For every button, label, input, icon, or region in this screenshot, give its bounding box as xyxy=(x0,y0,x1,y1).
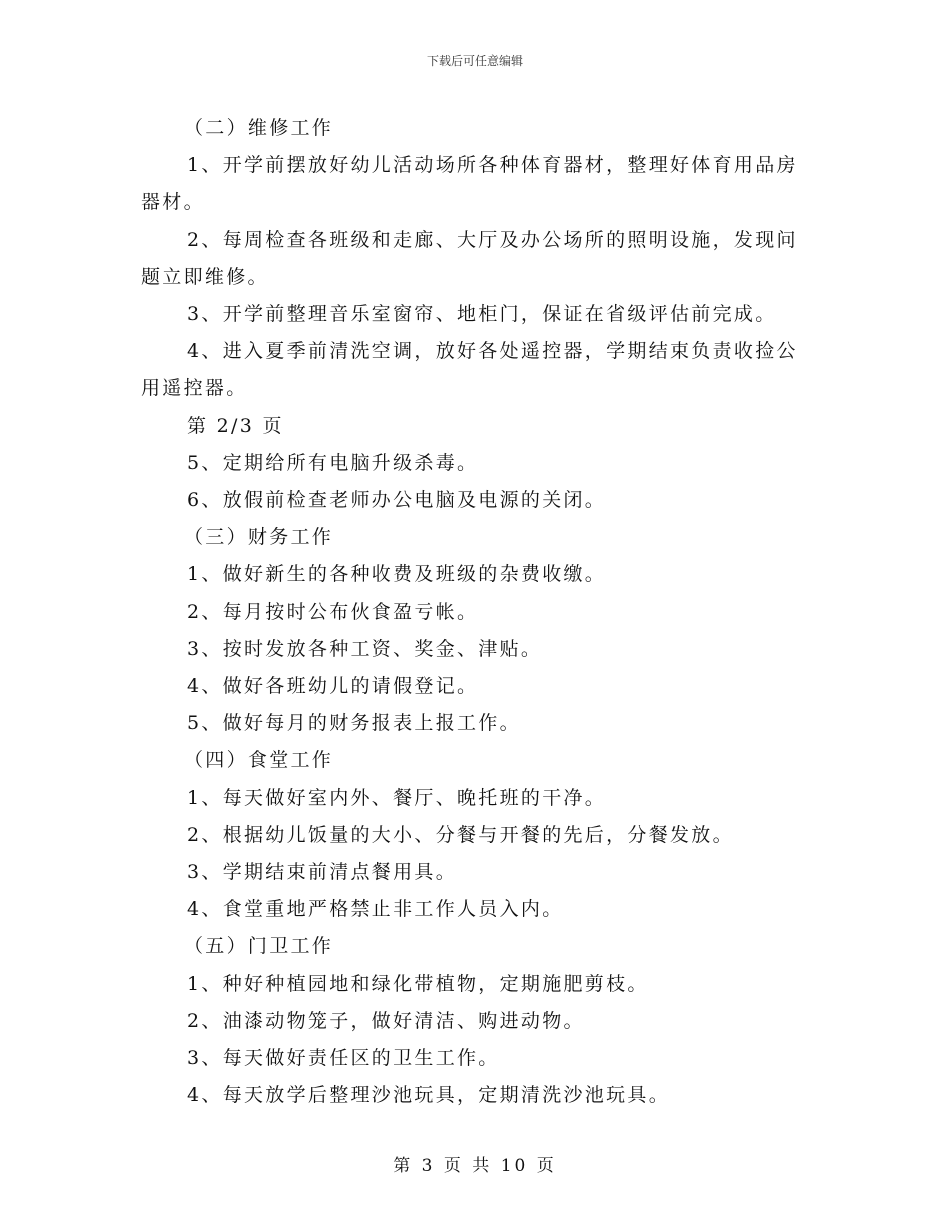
paragraph-line: 2、每月按时公布伙食盈亏帐。 xyxy=(187,600,479,623)
paragraph-line: 器材。 xyxy=(141,191,205,214)
paragraph-line: 6、放假前检查老师办公电脑及电源的关闭。 xyxy=(187,489,607,512)
paragraph-line: 1、种好种植园地和绿化带植物，定期施肥剪枝。 xyxy=(187,972,649,995)
paragraph-line: 用遥控器。 xyxy=(141,377,248,400)
section-heading-maintenance: （二）维修工作 xyxy=(184,117,334,139)
inline-page-marker: 第 2/3 页 xyxy=(187,414,284,437)
paragraph-line: 3、每天做好责任区的卫生工作。 xyxy=(187,1047,500,1070)
paragraph-line: 1、做好新生的各种收费及班级的杂费收缴。 xyxy=(187,563,607,586)
paragraph-line: 3、开学前整理音乐室窗帘、地柜门，保证在省级评估前完成。 xyxy=(187,303,777,326)
paragraph-line: 1、每天做好室内外、餐厅、晚托班的干净。 xyxy=(187,786,607,809)
paragraph-line: 3、学期结束前清点餐用具。 xyxy=(187,861,457,884)
paragraph-line: 5、定期给所有电脑升级杀毒。 xyxy=(187,451,479,474)
paragraph-line: 4、做好各班幼儿的请假登记。 xyxy=(187,675,479,698)
section-heading-canteen: （四）食堂工作 xyxy=(184,749,334,772)
page-footer: 第 3 页 共 10 页 xyxy=(393,1156,557,1176)
section-heading-finance: （三）财务工作 xyxy=(184,526,334,549)
page-header: 下载后可任意编辑 xyxy=(426,54,523,68)
document-body xyxy=(141,110,811,1114)
paragraph-line: 1、开学前摆放好幼儿活动场所各种体育器材，整理好体育用品房 xyxy=(187,154,798,177)
paragraph-line: 4、每天放学后整理沙池玩具，定期清洗沙池玩具。 xyxy=(187,1084,670,1107)
section-heading-gatekeeping: （五）门卫工作 xyxy=(184,935,334,958)
paragraph-line: 4、进入夏季前清洗空调，放好各处遥控器，学期结束负责收捡公 xyxy=(187,340,798,363)
paragraph-line: 2、根据幼儿饭量的大小、分餐与开餐的先后，分餐发放。 xyxy=(187,823,734,846)
paragraph-line: 5、做好每月的财务报表上报工作。 xyxy=(187,712,521,735)
paragraph-line: 2、每周检查各班级和走廊、大厅及办公场所的照明设施，发现问 xyxy=(187,228,798,251)
paragraph-line: 题立即维修。 xyxy=(141,265,269,288)
paragraph-line: 2、油漆动物笼子，做好清洁、购进动物。 xyxy=(187,1009,585,1032)
paragraph-line: 3、按时发放各种工资、奖金、津贴。 xyxy=(187,637,543,660)
paragraph-line: 4、食堂重地严格禁止非工作人员入内。 xyxy=(187,898,564,921)
